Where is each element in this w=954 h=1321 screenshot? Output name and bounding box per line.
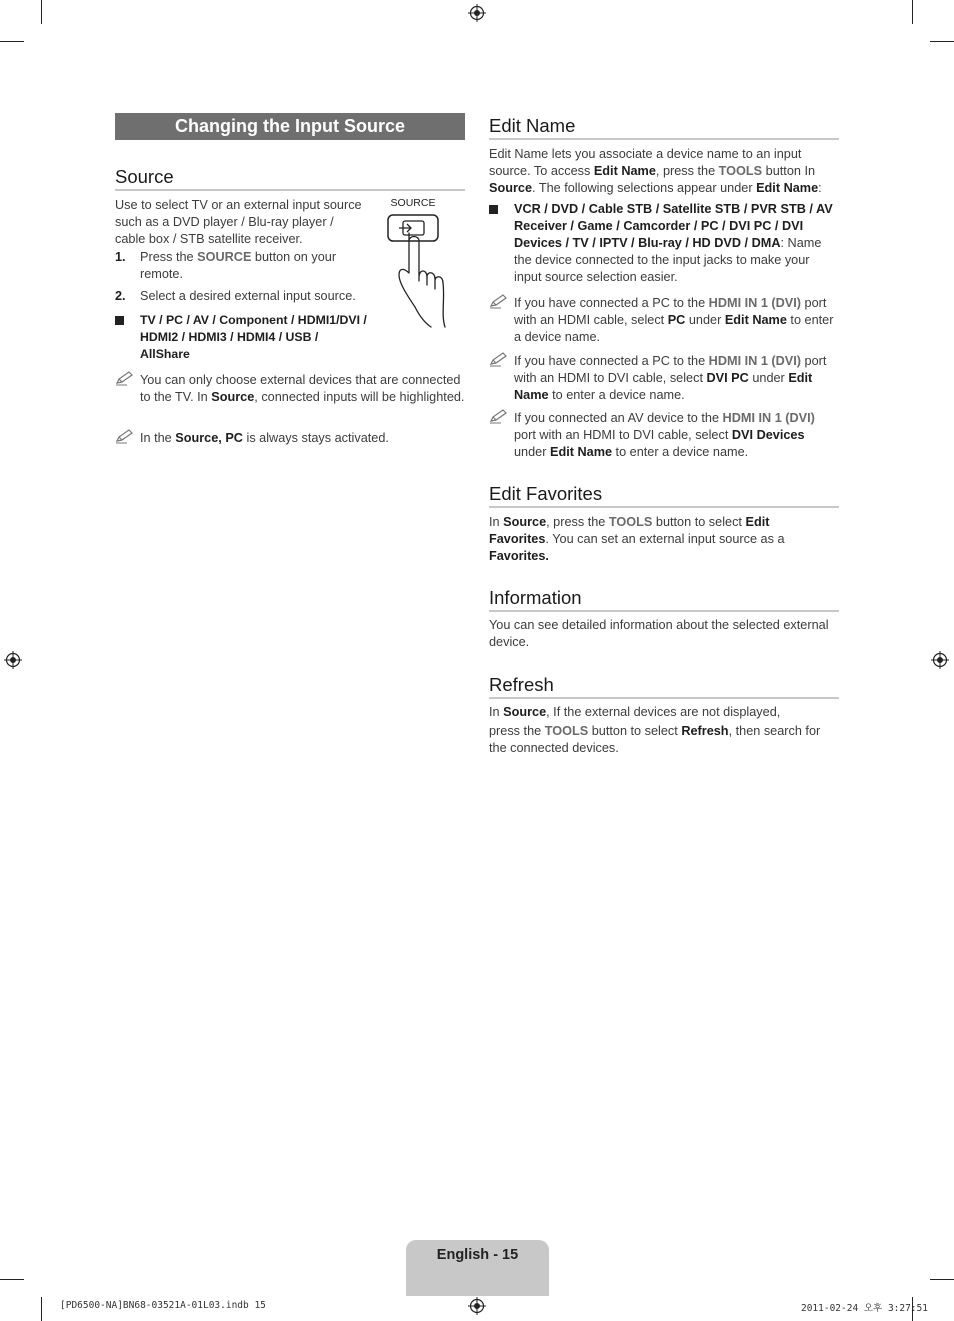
port-name: HDMI IN 1 (DVI) [722, 411, 815, 425]
text-run: , then search for the connected devices. [489, 724, 821, 755]
registration-mark-icon [468, 1297, 486, 1315]
refresh-text [489, 704, 834, 757]
text-run: Source [489, 181, 533, 195]
source-heading: Source [115, 166, 465, 191]
note-pencil-icon [489, 408, 509, 424]
crop-mark [0, 41, 24, 42]
crop-mark [0, 1279, 24, 1280]
step-text [140, 249, 360, 283]
text-run: You can only choose external devices that are connected to the TV. In [140, 373, 461, 404]
port-name: HDMI IN 1 (DVI) [708, 354, 802, 368]
print-file-info: [PD6500-NA]BN68-03521A-01L03.indb 15 [60, 1300, 266, 1311]
text-run: If you connected an AV device to the [514, 411, 723, 425]
text-run: Edit Name [593, 164, 656, 178]
source-key: SOURCE [197, 250, 252, 264]
refresh-heading: Refresh [489, 674, 839, 699]
step-number: 2. [115, 289, 126, 303]
text-run: press the [489, 724, 545, 738]
page-number-tab [406, 1240, 549, 1296]
square-bullet-icon [115, 316, 124, 325]
text-run: Favorites. [489, 549, 549, 563]
text-run: button to select [588, 724, 682, 738]
text-run: Edit Name lets you associate a device name to an input source. To access [489, 147, 802, 178]
note-pencil-icon [489, 351, 509, 367]
text-run: , If the external devices are not displayed, [546, 705, 781, 719]
edit-name-note-3 [489, 410, 839, 462]
text-run: : Name the device connected to the input jacks to make your input source selection easier. [514, 236, 822, 284]
text-run: Press the [140, 250, 198, 264]
text-run: under [514, 445, 550, 459]
text-run: . You can set an external input source as a [545, 532, 785, 546]
port-name: HDMI IN 1 (DVI) [708, 296, 802, 310]
information-heading: Information [489, 587, 839, 612]
note-text [514, 410, 836, 461]
text-run: , connected inputs will be highlighted. [254, 390, 465, 404]
square-bullet-icon [489, 205, 498, 214]
text-run: : [818, 181, 822, 195]
edit-name-heading: Edit Name [489, 115, 839, 140]
note-text [140, 372, 465, 406]
note-text [514, 353, 836, 404]
crop-mark [912, 0, 913, 24]
text-run: In [489, 705, 504, 719]
text-run: Refresh [681, 724, 729, 738]
text-run: If you have connected a PC to the [514, 296, 709, 310]
text-run: button In [762, 164, 816, 178]
text-run: to enter a device name. [514, 313, 834, 344]
text-run: Edit Name [756, 181, 819, 195]
text-run: Edit Name [724, 313, 787, 327]
step-1 [115, 249, 365, 283]
print-timestamp: 2011-02-24 오후 3:27:51 [800, 1303, 928, 1314]
text-run: port with an HDMI cable, select [514, 296, 827, 327]
inputs-list-item [115, 312, 375, 364]
text-run: Edit Name [514, 371, 813, 402]
text-run: Edit Name [549, 445, 613, 459]
text-run: If you have connected a PC to the [514, 354, 709, 368]
text-run: Source [211, 390, 255, 404]
remote-source-label: SOURCE [390, 197, 436, 209]
edit-favorites-text [489, 514, 809, 565]
text-run: under [685, 313, 725, 327]
section-banner: Changing the Input Source [115, 113, 465, 140]
text-run: Source [503, 705, 547, 719]
note-1 [115, 372, 465, 424]
remote-illustration [385, 197, 465, 332]
text-run: button to select [652, 515, 746, 529]
devices-text [514, 201, 839, 286]
text-run: In [489, 515, 504, 529]
text-run: button on your remote. [140, 250, 337, 281]
tools-key: TOOLS [608, 515, 653, 529]
text-run: to enter a device name. [612, 445, 749, 459]
refresh-line-1 [489, 704, 834, 721]
text-run: under [748, 371, 789, 385]
tools-key: TOOLS [544, 724, 589, 738]
crop-mark [930, 1279, 954, 1280]
tools-key: TOOLS [718, 164, 763, 178]
text-run: PC [667, 313, 686, 327]
source-intro: Use to select TV or an external input source such as a DVD player / Blu-ray player / cable box / STB satellite receiver. [115, 198, 362, 246]
note-pencil-icon [489, 293, 509, 309]
note-pencil-icon [115, 370, 135, 386]
text-run: Source, PC [175, 431, 243, 445]
edit-favorites-heading: Edit Favorites [489, 483, 839, 508]
inputs-list: TV / PC / AV / Component / HDMI1/DVI / HDMI2 / HDMI3 / HDMI4 / USB / AllShare [140, 313, 367, 361]
page-number: English - 15 [436, 1247, 519, 1263]
crop-mark [41, 0, 42, 24]
text-run: Edit Favorites [489, 515, 770, 546]
devices-list: VCR / DVD / Cable STB / Satellite STB / PVR STB / AV Receiver / Game / Camcorder / PC / DVI PC / DVI Devices / TV / IPTV / Blu-ray / HD DVD / DMA [514, 202, 833, 250]
crop-mark [930, 41, 954, 42]
text-run: , press the [655, 164, 719, 178]
hand-pressing-source-icon [385, 211, 465, 331]
text-run: DVI Devices [731, 428, 805, 442]
text-run: . The following selections appear under [532, 181, 757, 195]
step-number: 1. [115, 250, 126, 264]
registration-mark-icon [4, 651, 22, 669]
text-run: In the [140, 431, 176, 445]
edit-name-note-1 [489, 295, 839, 347]
note-2 [115, 430, 465, 447]
crop-mark [41, 1297, 42, 1321]
text-run: Source [503, 515, 547, 529]
edit-name-intro [489, 146, 834, 197]
step-text: Select a desired external input source. [140, 289, 356, 303]
note-text [514, 295, 836, 346]
step-2 [115, 288, 375, 305]
edit-name-note-2 [489, 353, 839, 405]
note-text [140, 430, 465, 447]
text-run: to enter a device name. [548, 388, 685, 402]
text-run: , press the [546, 515, 609, 529]
devices-list-item [489, 201, 839, 286]
information-text: You can see detailed information about the selected external device. [489, 618, 829, 649]
text-run: is always stays activated. [242, 431, 389, 445]
refresh-line-2 [489, 723, 834, 757]
registration-mark-icon [931, 651, 949, 669]
text-run: port with an HDMI to DVI cable, select [514, 428, 732, 442]
text-run: port with an HDMI to DVI cable, select [514, 354, 827, 385]
text-run: DVI PC [706, 371, 749, 385]
registration-mark-icon [468, 4, 486, 22]
note-pencil-icon [115, 428, 135, 444]
